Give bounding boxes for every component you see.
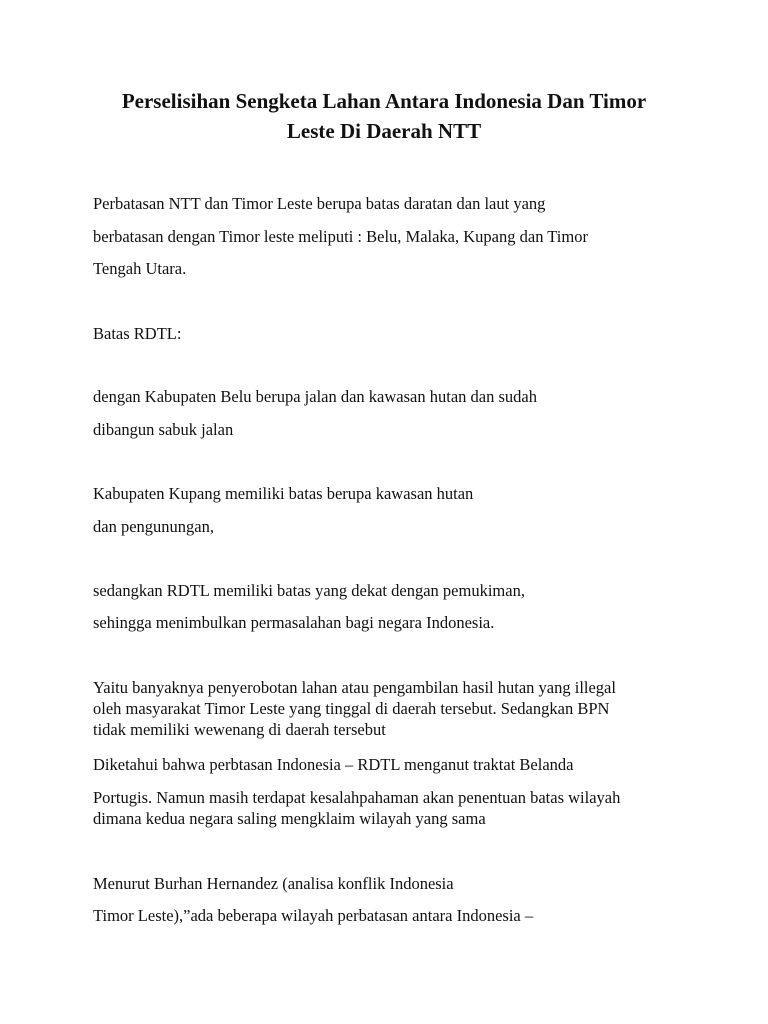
text-line: sedangkan RDTL memiliki batas yang dekat dengan pemukiman, xyxy=(93,581,525,600)
text-line: Kabupaten Kupang memiliki batas berupa kawasan hutan xyxy=(93,484,474,503)
text-line: berbatasan dengan Timor leste meliputi : Belu, Malaka, Kupang dan Timor xyxy=(93,227,588,246)
text-line: tidak memiliki wewenang di daerah tersebut xyxy=(93,720,386,739)
text-line: dibangun sabuk jalan xyxy=(93,420,234,439)
text-line: dengan Kabupaten Belu berupa jalan dan kawasan hutan dan sudah xyxy=(93,387,537,406)
text-line: Perbatasan NTT dan Timor Leste berupa batas daratan dan laut yang xyxy=(93,194,546,213)
text-line: dimana kedua negara saling mengklaim wilayah yang sama xyxy=(93,809,486,828)
text-line: oleh masyarakat Timor Leste yang tinggal di daerah tersebut. Sedangkan BPN xyxy=(93,699,610,718)
text-line: Yaitu banyaknya penyerobotan lahan atau pengambilan hasil hutan yang illegal xyxy=(93,678,616,697)
text-line: Portugis. Namun masih terdapat kesalahpahaman akan penentuan batas wilayah xyxy=(93,788,621,807)
title-line-2: Leste Di Daerah NTT xyxy=(286,119,482,143)
document-title xyxy=(60,86,708,146)
text-line: sehingga menimbulkan permasalahan bagi negara Indonesia. xyxy=(93,613,495,632)
text-line: Timor Leste),”ada beberapa wilayah perbatasan antara Indonesia – xyxy=(93,906,534,925)
text-line: Diketahui bahwa perbtasan Indonesia – RDTL menganut traktat Belanda xyxy=(93,755,574,774)
text-line: Batas RDTL: xyxy=(93,324,182,343)
text-line: Tengah Utara. xyxy=(93,259,187,278)
text-line: dan pengunungan, xyxy=(93,517,214,536)
text-line: Menurut Burhan Hernandez (analisa konflik Indonesia xyxy=(93,874,454,893)
title-line-1: Perselisihan Sengketa Lahan Antara Indonesia Dan Timor xyxy=(121,89,647,113)
